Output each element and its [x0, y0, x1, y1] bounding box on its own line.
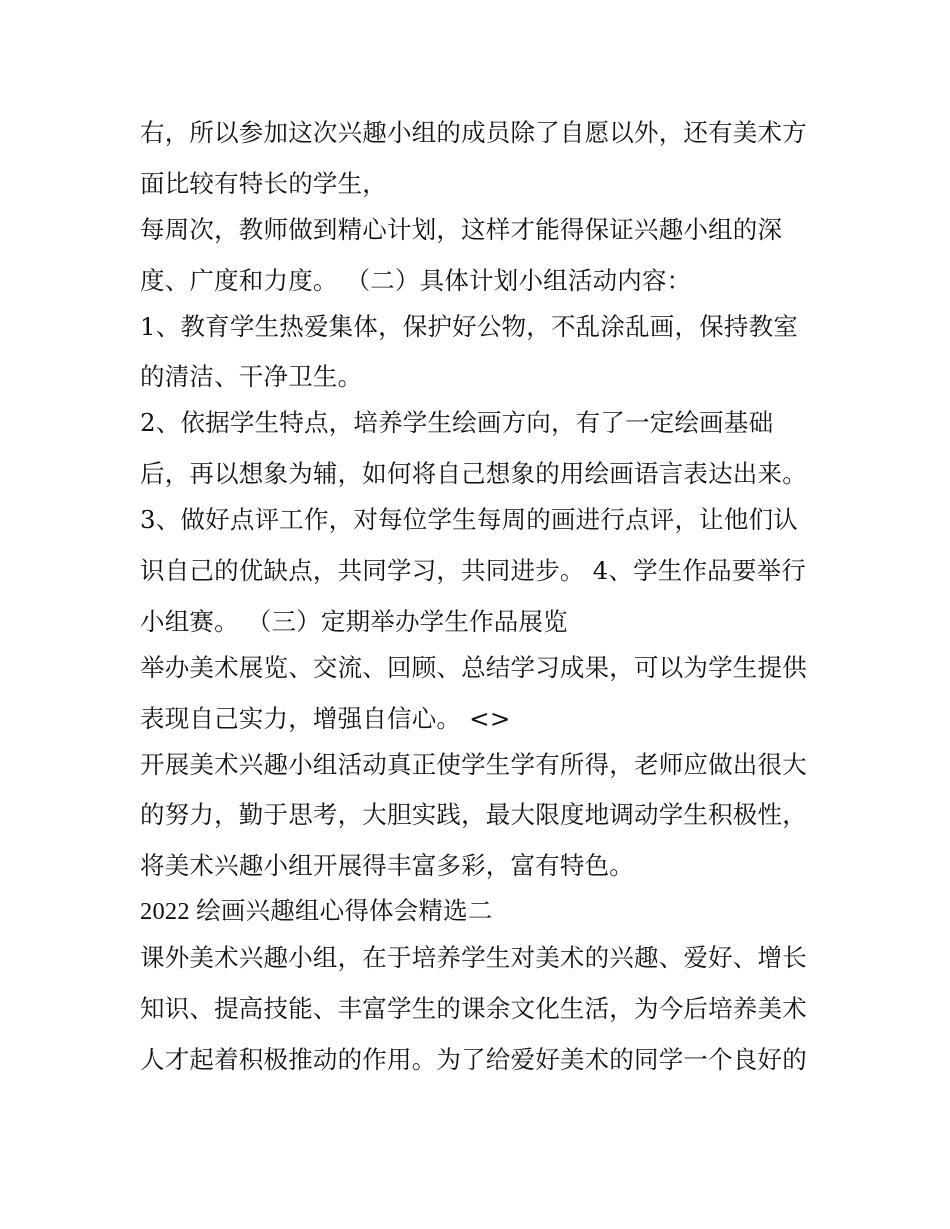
text-line: 课外美术兴趣小组，在于培养学生对美术的兴趣、爱好、增长 — [140, 943, 807, 973]
text-line: 表现自己实力，增强自信心。 <> — [140, 703, 511, 733]
text-line: 每周次，教师做到精心计划，这样才能得保证兴趣小组的深 — [140, 214, 783, 244]
text-line: 的清洁、干净卫生。 — [140, 362, 363, 392]
text-line: 知识、提高技能、丰富学生的课余文化生活，为今后培养美术 — [140, 993, 807, 1023]
text-line: 面比较有特长的学生， — [140, 168, 387, 198]
text-line: 小组赛。 （三）定期举办学生作品展览 — [140, 606, 568, 636]
paragraph-intro-members — [140, 108, 830, 205]
paragraph-item-3 — [140, 495, 830, 643]
paragraph-weekly-plan — [140, 205, 830, 302]
text-line: 开展美术兴趣小组活动真正使学生学有所得，老师应做出很大 — [140, 749, 807, 779]
text-line: 右，所以参加这次兴趣小组的成员除了自愿以外，还有美术方 — [140, 118, 807, 147]
text-line: 举办美术展览、交流、回顾、总结学习成果，可以为学生提供 — [140, 652, 807, 682]
paragraph-item-2 — [140, 398, 830, 495]
section-two-heading — [140, 887, 830, 933]
text-line: 1、教育学生热爱集体，保护好公物，不乱涂乱画，保持教室 — [140, 311, 798, 341]
text-line: 后，再以想象为辅，如何将自己想象的用绘画语言表达出来。 — [140, 459, 807, 489]
paragraph-section-two-intro — [140, 933, 830, 1085]
text-line: 3、做好点评工作，对每位学生每周的画进行点评，让他们认 — [140, 505, 798, 535]
text-line: 度、广度和力度。 （二）具体计划小组活动内容： — [140, 265, 692, 295]
text-line: 2、依据学生特点，培养学生绘画方向，有了一定绘画基础 — [140, 408, 774, 438]
text-line: 将美术兴趣小组开展得丰富多彩，富有特色。 — [140, 851, 634, 881]
paragraph-conclusion — [140, 740, 830, 888]
paragraph-item-1 — [140, 302, 830, 399]
paragraph-exhibition — [140, 643, 830, 740]
section-heading: 2022 绘画兴趣组心得体会精选二 — [140, 898, 493, 926]
document-body — [140, 108, 830, 1086]
text-line: 识自己的优缺点，共同学习，共同进步。 4、学生作品要举行 — [140, 555, 806, 585]
text-line: 人才起着积极推动的作用。为了给爱好美术的同学一个良好的 — [140, 1044, 807, 1074]
text-line: 的努力，勤于思考，大胆实践，最大限度地调动学生积极性， — [140, 800, 807, 830]
